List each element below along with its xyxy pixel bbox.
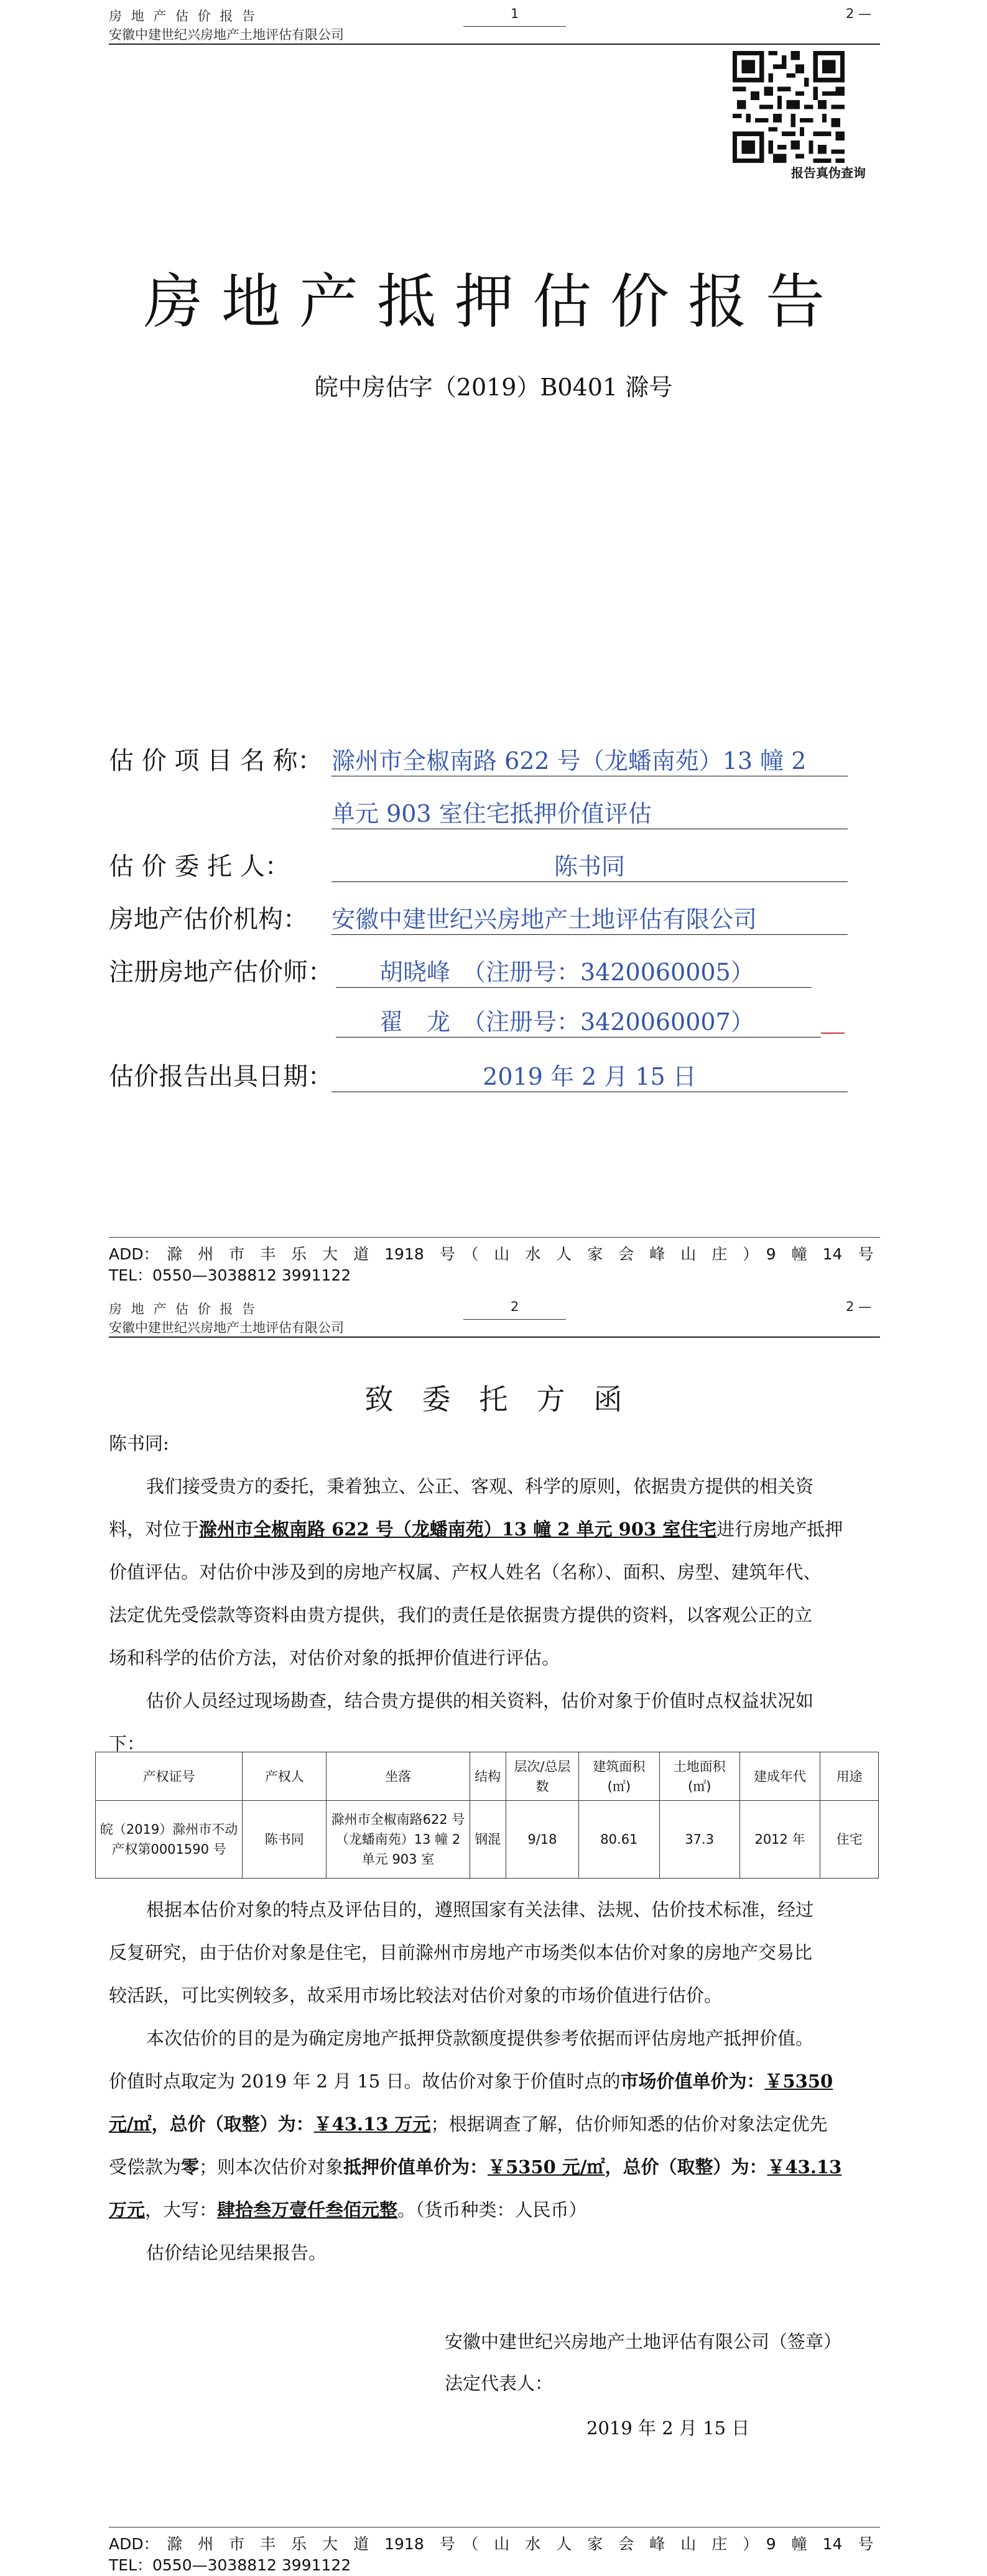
- sign-representative: 法定代表人：: [445, 2373, 554, 2394]
- property-table: [95, 1752, 879, 1879]
- para4-line4-mid: ；则本次估价对象: [199, 2156, 344, 2178]
- table-header-cell: 建成年代: [739, 1752, 820, 1801]
- page-number-underline: [463, 1319, 566, 1320]
- footer-divider: [109, 2527, 880, 2528]
- header-divider: [109, 44, 880, 45]
- mortgage-total-value: ￥43.13: [767, 2156, 842, 2178]
- report-title: 房地产抵押估价报告: [143, 268, 843, 336]
- project-value-line2: 单元 903 室住宅抵押价值评估: [331, 794, 848, 829]
- header-page-total: 2 —: [846, 1299, 872, 1314]
- market-unit-price-value: ￥5350: [764, 2071, 833, 2092]
- para4-line3: [109, 2103, 880, 2146]
- project-label: 估 价 项 目 名 称：: [109, 747, 323, 775]
- table-header-cell: 土地面积(㎡): [659, 1752, 739, 1801]
- paragraph-5: 估价结论见结果报告。: [146, 2242, 327, 2263]
- market-total-value: ￥43.13 万元: [313, 2114, 431, 2135]
- date-label: 估价报告出具日期：: [109, 1062, 333, 1091]
- para2-line1: 估价人员经过现场勘查，结合贵方提供的相关资料，估价对象于价值时点权益状况如: [146, 1690, 814, 1711]
- mortgage-unit-price-label: 抵押价值单价为：: [343, 2156, 488, 2178]
- table-cell: 皖（2019）滁州市不动产权第0001590 号: [96, 1801, 243, 1879]
- para3-line2: 反复研究，由于估价对象是住宅，目前滁州市房地产市场类似本估价对象的房地产交易比: [109, 1942, 813, 1963]
- sign-company: 安徽中建世纪兴房地产土地评估有限公司（签章）: [445, 2331, 842, 2352]
- page-number-underline: [463, 26, 566, 27]
- para4-line3-post: ；根据调查了解，估价师知悉的估价对象法定优先: [430, 2114, 828, 2135]
- footer-tel: TEL：0550—3038812 3991122: [109, 1266, 351, 1284]
- table-cell: 住宅: [820, 1801, 879, 1879]
- red-underline-mark: [821, 1033, 845, 1034]
- footer-tel: TEL：0550—3038812 3991122: [109, 2556, 351, 2574]
- mortgage-total-label: ，总价（取整）为：: [605, 2156, 767, 2178]
- paragraph-4: [109, 2017, 880, 2232]
- table-cell: 9/18: [506, 1801, 578, 1879]
- institution-value: 安徽中建世纪兴房地产土地评估有限公司: [331, 900, 848, 935]
- para1-line2: [109, 1508, 880, 1551]
- para4-line4: [109, 2146, 880, 2189]
- table-cell: 80.61: [579, 1801, 659, 1879]
- paragraph-3: [109, 1888, 880, 2017]
- para1-line2-pre: 料，对位于: [109, 1519, 200, 1540]
- mortgage-unit-price-value: ￥5350 元/㎡: [488, 2156, 605, 2178]
- appraiser-2: 翟 龙 （注册号：3420060007）: [336, 1003, 821, 1037]
- table-header-cell: 结构: [470, 1752, 506, 1801]
- header-report-name: 房 地 产 估 价 报 告: [109, 9, 258, 24]
- para2-line2: 下：: [109, 1733, 146, 1754]
- project-value-line1: 滁州市全椒南路 622 号（龙蟠南苑）13 幢 2: [331, 742, 848, 776]
- institution-label: 房地产估价机构：: [109, 905, 308, 934]
- header-divider: [109, 1336, 880, 1338]
- appraiser-1: 胡晓峰 （注册号：3420060005）: [336, 953, 812, 988]
- qr-code-icon[interactable]: [733, 51, 845, 163]
- market-total-label: ，总价（取整）为：: [151, 2114, 314, 2135]
- footer-divider: [109, 1237, 880, 1238]
- header-company: 安徽中建世纪兴房地产土地评估有限公司: [109, 27, 344, 42]
- para1-line1: 我们接受贵方的委托，秉着独立、公正、客观、科学的原则，依据贵方提供的相关资: [146, 1476, 814, 1497]
- salutation: 陈书同:: [109, 1433, 169, 1454]
- report-number: 皖中房估字（2019）B0401 滁号: [314, 374, 673, 401]
- para4-line1: 本次估价的目的是为确定房地产抵押贷款额度提供参考依据而评估房地产抵押价值。: [146, 2028, 814, 2049]
- para3-line1: 根据本估价对象的特点及评估目的，遵照国家有关法律、法规、估价技术标准，经过: [146, 1899, 814, 1920]
- para4-line5-mid: ，大写：: [145, 2199, 218, 2220]
- table-cell: 2012 年: [739, 1801, 820, 1879]
- mortgage-total-unit: 万元: [109, 2199, 146, 2220]
- mortgage-total-words: 肆拾叁万壹仟叁佰元整: [217, 2199, 398, 2220]
- client-value: 陈书同: [331, 847, 848, 882]
- priority-claim-value: 零: [181, 2156, 200, 2178]
- header-page-number: 2: [510, 1299, 519, 1314]
- para4-line2-pre: 价值时点取定为 2019 年 2 月 15 日。故估价对象于价值时点的: [109, 2071, 621, 2092]
- para3-line3: 较活跃，可比实例较多，故采用市场比较法对估价对象的市场价值进行估价。: [109, 1985, 723, 2006]
- sign-date: 2019 年 2 月 15 日: [586, 2417, 750, 2439]
- para4-line5: [109, 2189, 880, 2232]
- market-unit-price-unit: 元/㎡: [109, 2114, 152, 2135]
- header-page-total: 2 —: [846, 6, 872, 21]
- footer-address: ADD： 滁 州 市 丰 乐 大 道 1918 号 （ 山 水 人 家 会 峰 山 庄 ） 9 幢 14 号: [109, 2535, 874, 2553]
- table-header-cell: 建筑面积(㎡): [579, 1752, 659, 1801]
- table-cell: 钢混: [470, 1801, 506, 1879]
- table-header-cell: 产权人: [243, 1752, 327, 1801]
- para4-line5-post: 。（货币种类：人民币）: [397, 2199, 587, 2220]
- footer-address: ADD： 滁 州 市 丰 乐 大 道 1918 号 （ 山 水 人 家 会 峰 山 庄 ） 9 幢 14 号: [109, 1245, 874, 1263]
- table-header-cell: 坐落: [327, 1752, 470, 1801]
- table-row: [96, 1801, 879, 1879]
- para1-line4: 法定优先受偿款等资料由贵方提供，我们的责任是依据贵方提供的资料，以客观公正的立: [109, 1604, 813, 1626]
- table-cell: 37.3: [659, 1801, 739, 1879]
- table-cell: 滁州市全椒南路622 号（龙蟠南苑）13 幢 2 单元 903 室: [327, 1801, 470, 1879]
- date-value: 2019 年 2 月 15 日: [331, 1057, 848, 1092]
- letter-title: 致 委 托 方 函: [364, 1382, 623, 1416]
- para4-line4-pre: 受偿款为: [109, 2156, 182, 2178]
- paragraph-1: [109, 1465, 880, 1680]
- table-cell: 陈书同: [243, 1801, 327, 1879]
- table-header-cell: 用途: [820, 1752, 879, 1801]
- qr-caption: 报告真伪查询: [791, 165, 866, 180]
- table-header-cell: 产权证号: [96, 1752, 243, 1801]
- para4-line2: [109, 2060, 880, 2103]
- table-header-cell: 层次/总层数: [506, 1752, 578, 1801]
- header-page-number: 1: [510, 6, 519, 21]
- para1-line3: 价值评估。对估价中涉及到的房地产权属、产权人姓名（名称）、面积、房型、建筑年代、: [109, 1562, 822, 1583]
- market-unit-price-label: 市场价值单价为：: [620, 2071, 765, 2092]
- header-report-name: 房 地 产 估 价 报 告: [109, 1302, 258, 1317]
- header-company: 安徽中建世纪兴房地产土地评估有限公司: [109, 1320, 344, 1335]
- table-header-row: [96, 1752, 879, 1801]
- property-address: 滁州市全椒南路 622 号（龙蟠南苑）13 幢 2 单元 903 室住宅: [199, 1519, 717, 1540]
- para1-line2-post: 进行房地产抵押: [716, 1519, 843, 1540]
- client-label: 估 价 委 托 人：: [109, 852, 290, 881]
- para1-line5: 场和科学的估价方法，对估价对象的抵押价值进行评估。: [109, 1647, 560, 1668]
- appraiser-label: 注册房地产估价师：: [109, 958, 333, 987]
